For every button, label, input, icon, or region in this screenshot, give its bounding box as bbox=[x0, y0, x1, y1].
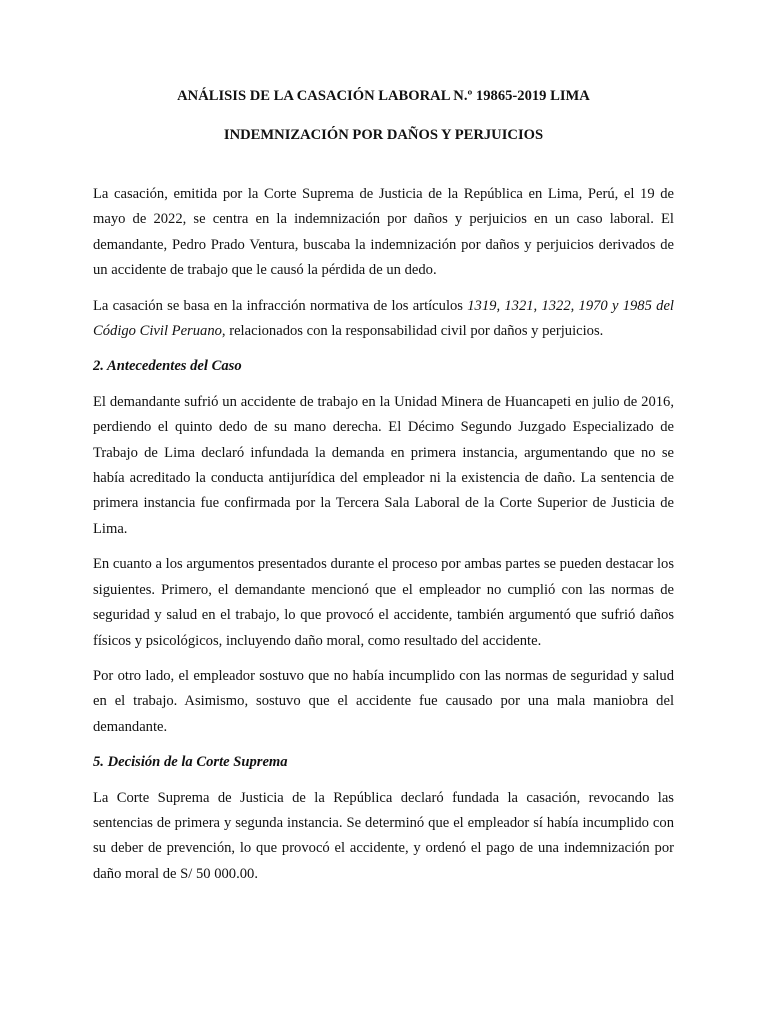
document-page bbox=[93, 86, 674, 897]
paragraph-antecedentes: El demandante sufrió un accidente de trabajo en la Unidad Minera de Huancapeti en julio de 2016, perdiendo el quinto dedo de su mano derecha. El Décimo Segundo Juzgado Especializado de Trabajo de Lima declaró infundada la demanda en primera instancia, argumentando que no se había acreditado la conducta antijurídica del empleador ni la existencia de daño. La sentencia de primera instancia fue confirmada por la Tercera Sala Laboral de la Corte Superior de Justicia de Lima. bbox=[93, 393, 674, 537]
paragraph-legal-basis-start: La casación se basa en la infracción normativa de los artículos bbox=[93, 297, 468, 314]
section-heading-antecedentes: 2. Antecedentes del Caso bbox=[93, 358, 242, 375]
document-subtitle: INDEMNIZACIÓN POR DAÑOS Y PERJUICIOS bbox=[223, 127, 544, 143]
paragraph-argumentos-empleador: Por otro lado, el empleador sostuvo que no había incumplido con las normas de seguridad y salud en el trabajo. Asimismo, sostuvo que el accidente fue causado por una mala maniobra del demandante. bbox=[93, 667, 674, 735]
paragraph-introduction: La casación, emitida por la Corte Suprema de Justicia de la República en Lima, Perú, el 19 de mayo de 2022, se centra en la indemnización por daños y perjuicios en un caso laboral. El demandante, Pedro Prado Ventura, buscaba la indemnización por daños y perjuicios derivados de un accidente de trabajo que le causó la pérdida de un dedo. bbox=[93, 186, 674, 279]
paragraph-argumentos-demandante: En cuanto a los argumentos presentados durante el proceso por ambas partes se pueden destacar los siguientes. Primero, el demandante mencionó que el empleador no cumplió con las normas de seguridad y salud en el trabajo, lo que provocó el accidente, también argumentó que sufrió daños físicos y psicológicos, incluyendo daño moral, como resultado del accidente. bbox=[93, 556, 674, 649]
section-heading-decision: 5. Decisión de la Corte Suprema bbox=[93, 754, 288, 771]
paragraph-legal-basis-articles: 1319, 1321, 1322, 1970 y 1985 del Código Civil Peruano bbox=[93, 297, 674, 340]
document-title: ANÁLISIS DE LA CASACIÓN LABORAL N.º 19865-2019 LIMA bbox=[177, 88, 590, 104]
paragraph-legal-basis-end: , relacionados con la responsabilidad civil por daños y perjuicios. bbox=[221, 323, 604, 340]
paragraph-legal-basis bbox=[93, 294, 674, 345]
paragraph-decision: La Corte Suprema de Justicia de la República declaró fundada la casación, revocando las sentencias de primera y segunda instancia. Se determinó que el empleador sí había incumplido con su deber de prevención, lo que provocó el accidente, y ordenó el pago de una indemnización por daño moral de S/ 50 000.00. bbox=[93, 789, 674, 882]
